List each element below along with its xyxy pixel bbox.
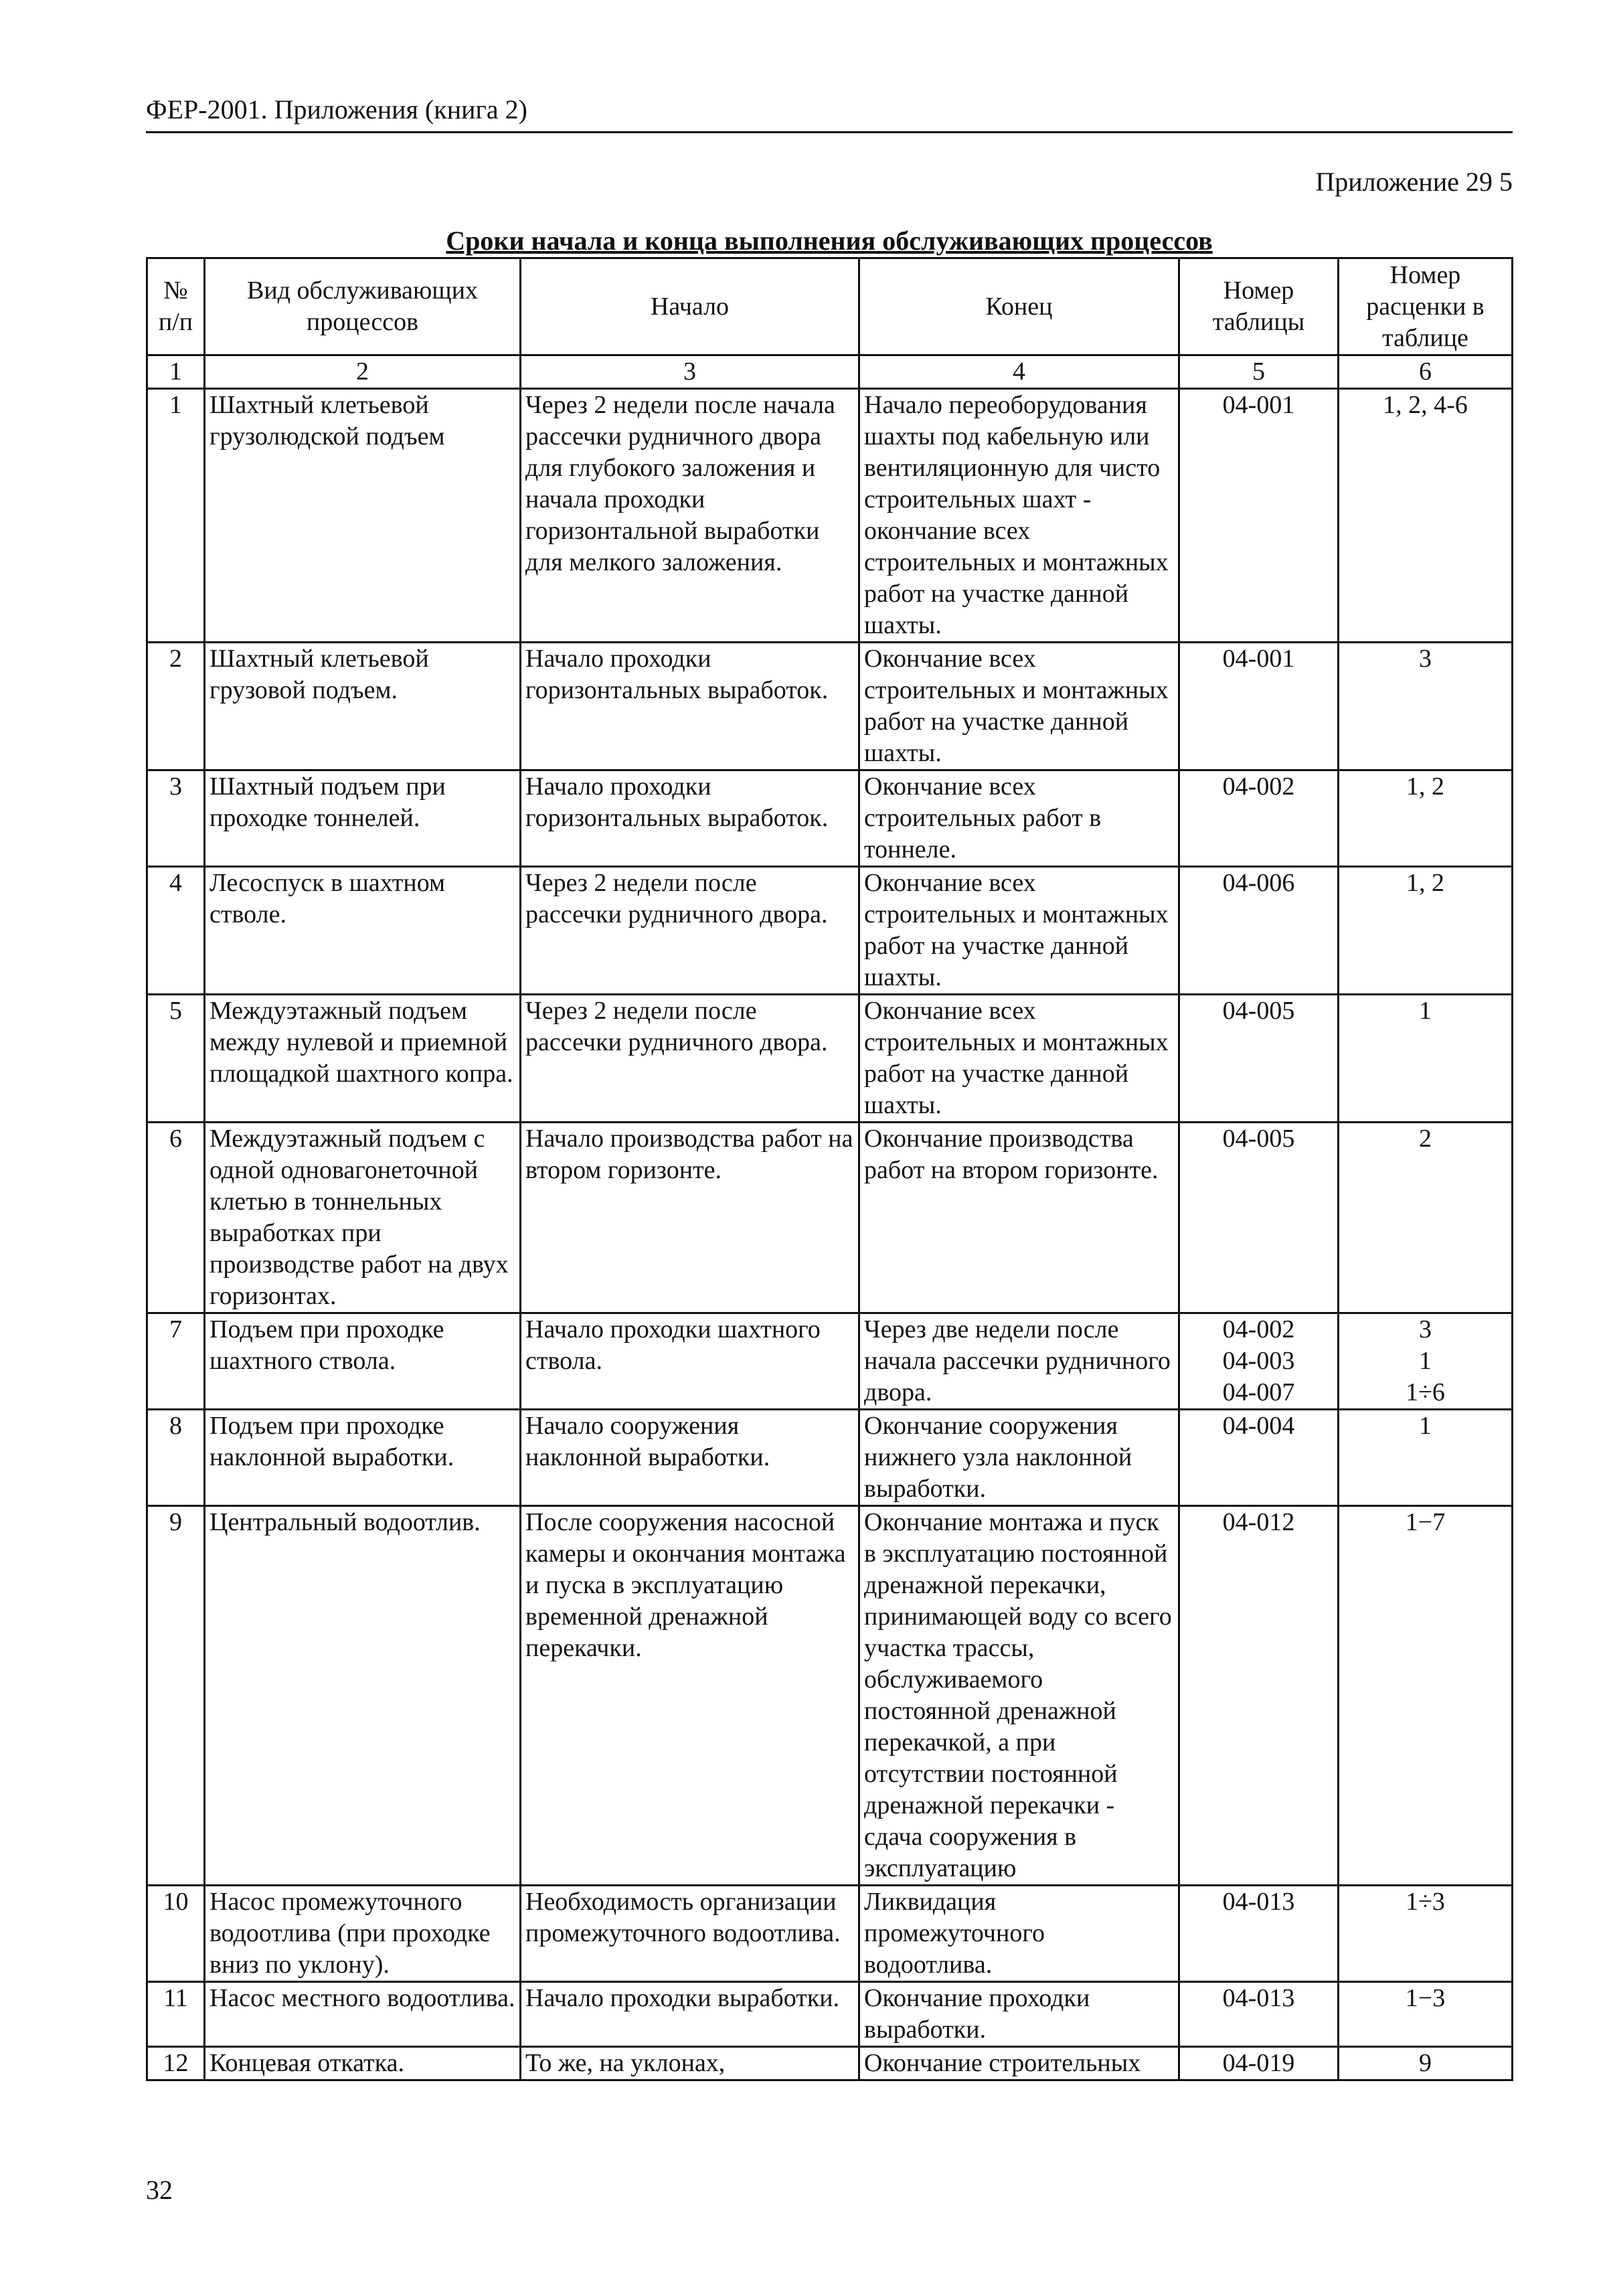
table-number: 04-019 xyxy=(1222,2049,1295,2077)
table-number: 04-002 xyxy=(1222,772,1295,801)
header-type: Вид обслуживающих процессов xyxy=(205,258,521,355)
process-start: Начало сооружения наклонной выработки. xyxy=(521,1410,859,1506)
table-number-cell xyxy=(1179,1982,1339,2047)
column-number: 5 xyxy=(1179,355,1339,389)
table-row xyxy=(147,1123,1513,1313)
table-number: 04-004 xyxy=(1222,1412,1295,1440)
rate-number-cell xyxy=(1339,1123,1513,1313)
rate-number: 2 xyxy=(1419,1125,1432,1153)
process-type: Междуэтажный подъем между нулевой и приемной площадкой шахтного копра. xyxy=(205,995,521,1123)
rate-number: 1−3 xyxy=(1405,1984,1446,2012)
table-number-cell xyxy=(1179,1123,1339,1313)
process-start: Через 2 недели после рассечки рудничного двора. xyxy=(521,867,859,995)
table-number-cell xyxy=(1179,770,1339,867)
column-numbers-row xyxy=(147,355,1513,389)
process-start: Начало проходки шахтного ствола. xyxy=(521,1313,859,1410)
column-number: 3 xyxy=(521,355,859,389)
process-type: Насос промежуточного водоотлива (при проходке вниз по уклону). xyxy=(205,1886,521,1982)
row-number: 11 xyxy=(147,1982,205,2047)
table-row xyxy=(147,2047,1513,2080)
table-number-cell xyxy=(1179,2047,1339,2080)
row-number: 6 xyxy=(147,1123,205,1313)
rate-number: 1, 2 xyxy=(1406,869,1444,897)
table-number: 04-001 xyxy=(1222,391,1295,419)
column-number: 4 xyxy=(859,355,1179,389)
header-rule xyxy=(146,131,1513,133)
processes-table xyxy=(146,257,1513,2081)
process-end: Окончание всех строительных и монтажных работ на участке данной шахты. xyxy=(859,867,1179,995)
rate-number-cell xyxy=(1339,1506,1513,1886)
page-header-title: ФЕР-2001. Приложения (книга 2) xyxy=(146,94,527,125)
rate-number: 1 xyxy=(1419,997,1432,1025)
header-rate-num: Номер расценки в таблице xyxy=(1339,258,1513,355)
table-row xyxy=(147,389,1513,643)
rate-number: 1−7 xyxy=(1405,1508,1446,1536)
rate-number-cell xyxy=(1339,1982,1513,2047)
table-body xyxy=(147,389,1513,2080)
rate-number: 9 xyxy=(1419,2049,1432,2077)
rate-number-cell xyxy=(1339,643,1513,770)
rate-number: 1 xyxy=(1419,1347,1432,1375)
table-row xyxy=(147,1410,1513,1506)
rate-number-cell xyxy=(1339,1410,1513,1506)
process-type: Лесоспуск в шахтном стволе. xyxy=(205,867,521,995)
process-type: Подъем при проходке наклонной выработки. xyxy=(205,1410,521,1506)
table-row xyxy=(147,1313,1513,1410)
process-end: Через две недели после начала рассечки рудничного двора. xyxy=(859,1313,1179,1410)
process-start: Начало проходки выработки. xyxy=(521,1982,859,2047)
page-number: 32 xyxy=(146,2175,173,2205)
header-num: № п/п xyxy=(147,258,205,355)
table-number: 04-007 xyxy=(1222,1378,1295,1406)
process-end: Начало переоборудования шахты под кабельную или вентиляционную для чисто строительных шахт - окончание всех строительных и монтажных работ на участке данной шахты. xyxy=(859,389,1179,643)
table-row xyxy=(147,1982,1513,2047)
rate-number: 1÷3 xyxy=(1406,1888,1445,1916)
process-start: Необходимость организации промежуточного водоотлива. xyxy=(521,1886,859,1982)
table-number-cell xyxy=(1179,643,1339,770)
process-end: Окончание монтажа и пуск в эксплуатацию постоянной дренажной перекачки, принимающей воду со всего участка трассы, обслуживаемого постоянной дренажной перекачкой, а при отсутствии постоянной дренажной перекачки - сдача сооружения в эксплуатацию xyxy=(859,1506,1179,1886)
process-start: То же, на уклонах, xyxy=(521,2047,859,2080)
row-number: 3 xyxy=(147,770,205,867)
row-number: 10 xyxy=(147,1886,205,1982)
table-number-cell xyxy=(1179,389,1339,643)
rate-number-cell xyxy=(1339,1313,1513,1410)
table-number: 04-012 xyxy=(1222,1508,1295,1536)
table-number-cell xyxy=(1179,1506,1339,1886)
process-end: Окончание сооружения нижнего узла наклонной выработки. xyxy=(859,1410,1179,1506)
table-number-cell xyxy=(1179,995,1339,1123)
process-type: Шахтный клетьевой грузовой подъем. xyxy=(205,643,521,770)
process-start: После сооружения насосной камеры и окончания монтажа и пуска в эксплуатацию временной дренажной перекачки. xyxy=(521,1506,859,1886)
process-end: Ликвидация промежуточного водоотлива. xyxy=(859,1886,1179,1982)
row-number: 1 xyxy=(147,389,205,643)
column-number: 1 xyxy=(147,355,205,389)
table-number-cell xyxy=(1179,1313,1339,1410)
table-number: 04-013 xyxy=(1222,1984,1295,2012)
rate-number-cell xyxy=(1339,867,1513,995)
process-start: Через 2 недели после рассечки рудничного двора. xyxy=(521,995,859,1123)
rate-number-cell xyxy=(1339,1886,1513,1982)
process-end: Окончание производства работ на втором горизонте. xyxy=(859,1123,1179,1313)
table-number: 04-003 xyxy=(1222,1347,1295,1375)
row-number: 9 xyxy=(147,1506,205,1886)
process-type: Шахтный подъем при проходке тоннелей. xyxy=(205,770,521,867)
table-number: 04-001 xyxy=(1222,645,1295,673)
rate-number-cell xyxy=(1339,389,1513,643)
process-start: Начало производства работ на втором горизонте. xyxy=(521,1123,859,1313)
table-number: 04-005 xyxy=(1222,997,1295,1025)
rate-number: 1÷6 xyxy=(1406,1378,1445,1406)
table-row xyxy=(147,770,1513,867)
table-number-cell xyxy=(1179,1410,1339,1506)
process-end: Окончание строительных xyxy=(859,2047,1179,2080)
process-end: Окончание проходки выработки. xyxy=(859,1982,1179,2047)
process-type: Насос местного водоотлива. xyxy=(205,1982,521,2047)
table-number: 04-002 xyxy=(1222,1315,1295,1343)
table-row xyxy=(147,1886,1513,1982)
rate-number-cell xyxy=(1339,770,1513,867)
process-type: Подъем при проходке шахтного ствола. xyxy=(205,1313,521,1410)
process-start: Начало проходки горизонтальных выработок. xyxy=(521,643,859,770)
table-number: 04-013 xyxy=(1222,1888,1295,1916)
rate-number: 1, 2, 4-6 xyxy=(1383,391,1468,419)
process-type: Центральный водоотлив. xyxy=(205,1506,521,1886)
rate-number-cell xyxy=(1339,995,1513,1123)
table-title: Сроки начала и конца выполнения обслуживающих процессов xyxy=(446,226,1213,256)
table-row xyxy=(147,1506,1513,1886)
process-type: Шахтный клетьевой грузолюдской подъем xyxy=(205,389,521,643)
process-end: Окончание всех строительных и монтажных работ на участке данной шахты. xyxy=(859,995,1179,1123)
table-header-row xyxy=(147,258,1513,355)
table-row xyxy=(147,643,1513,770)
column-number: 6 xyxy=(1339,355,1513,389)
rate-number: 1, 2 xyxy=(1406,772,1444,801)
row-number: 2 xyxy=(147,643,205,770)
process-end: Окончание всех строительных работ в тоннеле. xyxy=(859,770,1179,867)
process-start: Начало проходки горизонтальных выработок. xyxy=(521,770,859,867)
rate-number: 3 xyxy=(1419,645,1432,673)
table-number: 04-006 xyxy=(1222,869,1295,897)
row-number: 5 xyxy=(147,995,205,1123)
process-end: Окончание всех строительных и монтажных работ на участке данной шахты. xyxy=(859,643,1179,770)
row-number: 4 xyxy=(147,867,205,995)
appendix-label: Приложение 29 5 xyxy=(1315,167,1513,197)
row-number: 8 xyxy=(147,1410,205,1506)
table-number-cell xyxy=(1179,1886,1339,1982)
column-number: 2 xyxy=(205,355,521,389)
process-type: Концевая откатка. xyxy=(205,2047,521,2080)
header-start: Начало xyxy=(521,258,859,355)
process-start: Через 2 недели после начала рассечки рудничного двора для глубокого заложения и начала проходки горизонтальной выработки для мелкого заложения. xyxy=(521,389,859,643)
row-number: 7 xyxy=(147,1313,205,1410)
header-end: Конец xyxy=(859,258,1179,355)
table-number-cell xyxy=(1179,867,1339,995)
rate-number-cell xyxy=(1339,2047,1513,2080)
row-number: 12 xyxy=(147,2047,205,2080)
process-type: Междуэтажный подъем с одной одновагонеточной клетью в тоннельных выработках при производстве работ на двух горизонтах. xyxy=(205,1123,521,1313)
rate-number: 3 xyxy=(1419,1315,1432,1343)
table-row xyxy=(147,995,1513,1123)
rate-number: 1 xyxy=(1419,1412,1432,1440)
table-number: 04-005 xyxy=(1222,1125,1295,1153)
header-table-num: Номер таблицы xyxy=(1179,258,1339,355)
table-row xyxy=(147,867,1513,995)
